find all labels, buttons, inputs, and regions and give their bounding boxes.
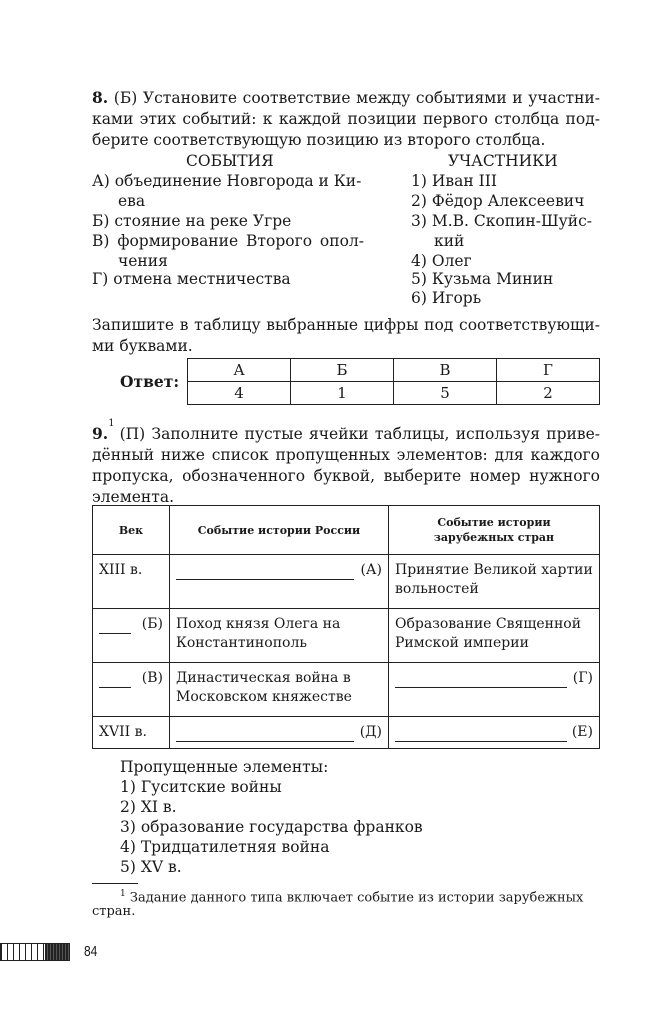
participant-item: 4) Олег	[411, 252, 472, 270]
page-barcode-decoration	[0, 943, 70, 961]
task8-line: 8. (Б) Установите соответствие между событиями и участни-	[92, 88, 600, 107]
header-foreign: Событие истории зарубежных стран	[389, 506, 600, 555]
missing-item: 2) XI в.	[120, 798, 177, 816]
event-item: чения	[118, 252, 168, 270]
task9-line: 9. 1 (П) Заполните пустые ячейки таблицы, используя приве-	[92, 418, 600, 443]
answer-table	[187, 358, 600, 405]
foreign-cell[interactable]: (Г)	[389, 663, 600, 717]
century-cell: XIII в.	[93, 555, 170, 609]
answer-header: В	[394, 359, 497, 382]
participant-item: 6) Игорь	[411, 289, 482, 307]
answer-label: Ответ:	[120, 372, 180, 391]
century-cell[interactable]: (Б)	[93, 609, 170, 663]
missing-item: 1) Гуситские войны	[120, 778, 282, 796]
missing-title: Пропущенные элементы:	[120, 758, 329, 776]
century-cell[interactable]: (В)	[93, 663, 170, 717]
footnote-ref: 1	[108, 418, 115, 429]
participant-item: 1) Иван III	[411, 172, 497, 190]
participant-item: кий	[434, 232, 465, 250]
foreign-cell[interactable]: (Е)	[389, 717, 600, 749]
events-heading: СОБЫТИЯ	[186, 152, 274, 170]
answer-header: Г	[497, 359, 600, 382]
answer-header: А	[188, 359, 291, 382]
blank-line[interactable]	[395, 729, 567, 742]
participant-item: 2) Фёдор Алексеевич	[411, 192, 585, 210]
event-item: ева	[118, 192, 146, 210]
blank-line[interactable]	[99, 675, 131, 688]
century-cell: XVII в.	[93, 717, 170, 749]
event-item: В) формирование Второго опол-	[92, 232, 364, 250]
footnote-line: стран.	[92, 904, 136, 919]
footnote-divider	[92, 883, 138, 884]
instruction-line: ми буквами.	[92, 337, 193, 355]
blank-line[interactable]	[395, 675, 567, 688]
russia-cell[interactable]: (Д)	[170, 717, 389, 749]
table-row	[93, 717, 600, 749]
footnote-line: $^1$ Задание данного типа включает событие из истории зарубежных	[120, 889, 584, 906]
blank-line[interactable]	[176, 567, 354, 580]
task9-line: элемента.	[92, 488, 175, 506]
header-century: Век	[93, 506, 170, 555]
missing-item: 5) XV в.	[120, 858, 182, 876]
answer-cell[interactable]: 5	[394, 382, 497, 405]
participants-heading: УЧАСТНИКИ	[448, 152, 558, 170]
table-row	[93, 555, 600, 609]
answer-cell[interactable]: 4	[188, 382, 291, 405]
answer-cell[interactable]: 1	[291, 382, 394, 405]
russia-cell: Династическая война в Московском княжестве	[170, 663, 389, 717]
instruction-line: Запишите в таблицу выбранные цифры под соответствующи-	[92, 316, 600, 334]
foreign-cell: Образование Священной Римской империи	[389, 609, 600, 663]
event-item: Г) отмена местничества	[92, 270, 291, 288]
missing-item: 3) образование государства франков	[120, 818, 423, 836]
blank-line[interactable]	[99, 621, 131, 634]
task9-line: дённый ниже список пропущенных элементов: для каждого	[92, 446, 600, 464]
answer-cell[interactable]: 2	[497, 382, 600, 405]
russia-cell: Поход князя Олега на Константинополь	[170, 609, 389, 663]
page-number: 84	[84, 943, 98, 960]
table-row	[93, 663, 600, 717]
russia-cell[interactable]: (А)	[170, 555, 389, 609]
participant-item: 5) Кузьма Минин	[411, 270, 554, 288]
task8-line: берите соответствующую позицию из второго столбца.	[92, 131, 546, 149]
history-table	[92, 505, 600, 749]
blank-line[interactable]	[176, 729, 354, 742]
event-item: Б) стояние на реке Угре	[92, 212, 292, 230]
event-item: А) объединение Новгорода и Ки-	[92, 172, 362, 190]
participant-item: 3) М.В. Скопин-Шуйс-	[411, 212, 593, 230]
task9-number: 9.	[92, 424, 109, 443]
header-russia: Событие истории России	[170, 506, 389, 555]
answer-header: Б	[291, 359, 394, 382]
missing-item: 4) Тридцатилетняя война	[120, 838, 330, 856]
task8-line: ками этих событий: к каждой позиции первого столбца под-	[92, 110, 600, 128]
foreign-cell: Принятие Великой хартии вольностей	[389, 555, 600, 609]
task9-line: пропуска, обозначенного буквой, выберите номер нужного	[92, 467, 600, 485]
table-row	[93, 609, 600, 663]
